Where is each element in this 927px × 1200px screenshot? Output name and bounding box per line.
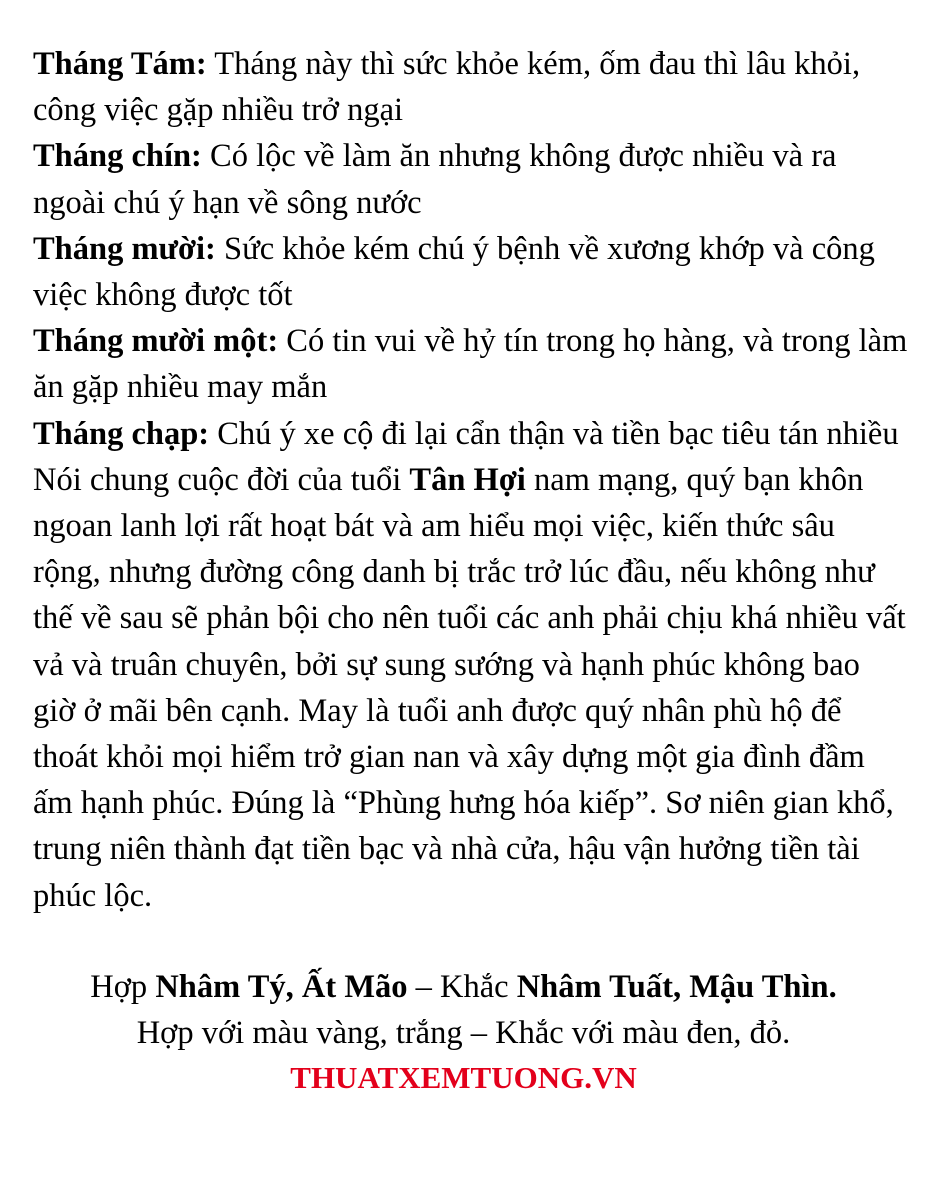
month-entry-8 [33, 41, 908, 133]
compat-hop-label: Hợp [90, 969, 156, 1005]
summary-body: nam mạng, quý bạn khôn ngoan lanh lợi rất hoạt bát và am hiểu mọi việc, kiến thức sâu rộng, nhưng đường công danh bị trắc trở lúc đầu, nếu không như thế về sau sẽ phản bội cho nên tuổi các anh phải chịu khá nhiều vất vả và truân chuyên, bởi sự sung sướng và hạnh phúc không bao giờ ở mãi bên cạnh. May là tuổi anh được quý nhân phù hộ để thoát khỏi mọi hiểm trở gian nan và xây dựng một gia đình đầm ấm hạnh phúc. Đúng là “Phùng hưng hóa kiếp”. Sơ niên gian khổ, trung niên thành đạt tiền bạc và nhà cửa, hậu vận hưởng tiền tài phúc lộc. [33, 461, 906, 914]
colors-line: Hợp với màu vàng, trắng – Khắc với màu đen, đỏ. [136, 1015, 791, 1051]
document-body [33, 41, 908, 919]
month-text: Có lộc về làm ăn nhưng không được nhiều và ra ngoài chú ý hạn về sông nước [33, 138, 837, 221]
summary-highlight: Tân Hợi [409, 461, 526, 498]
month-entry-9 [33, 133, 908, 225]
month-text: Có tin vui về hỷ tín trong họ hàng, và trong làm ăn gặp nhiều may mắn [33, 323, 908, 406]
month-label: Tháng mười: [33, 230, 216, 267]
summary-paragraph [33, 457, 908, 919]
month-label: Tháng chín: [33, 138, 202, 175]
month-entry-12 [33, 411, 908, 457]
month-text: Chú ý xe cộ đi lại cẩn thận và tiền bạc tiêu tán nhiều [209, 415, 899, 452]
month-text: Sức khỏe kém chú ý bệnh về xương khớp và công việc không được tốt [33, 230, 875, 314]
website-watermark: THUATXEMTUONG.VN [290, 1060, 637, 1095]
month-label: Tháng Tám: [33, 46, 207, 82]
month-entry-11 [33, 318, 908, 410]
month-text: Tháng này thì sức khỏe kém, ốm đau thì lâu khỏi, công việc gặp nhiều trở ngại [33, 46, 861, 129]
month-label: Tháng chạp: [33, 415, 210, 452]
summary-intro: Nói chung cuộc đời của tuổi [33, 461, 410, 498]
compat-separator: – Khắc [407, 969, 517, 1005]
compat-hop-value: Nhâm Tý, Ất Mão [155, 969, 408, 1005]
compatibility-line [0, 964, 927, 1010]
month-entry-10 [33, 226, 908, 318]
compat-khac-value: Nhâm Tuất, Mậu Thìn. [516, 969, 837, 1005]
month-label: Tháng mười một: [33, 323, 279, 360]
